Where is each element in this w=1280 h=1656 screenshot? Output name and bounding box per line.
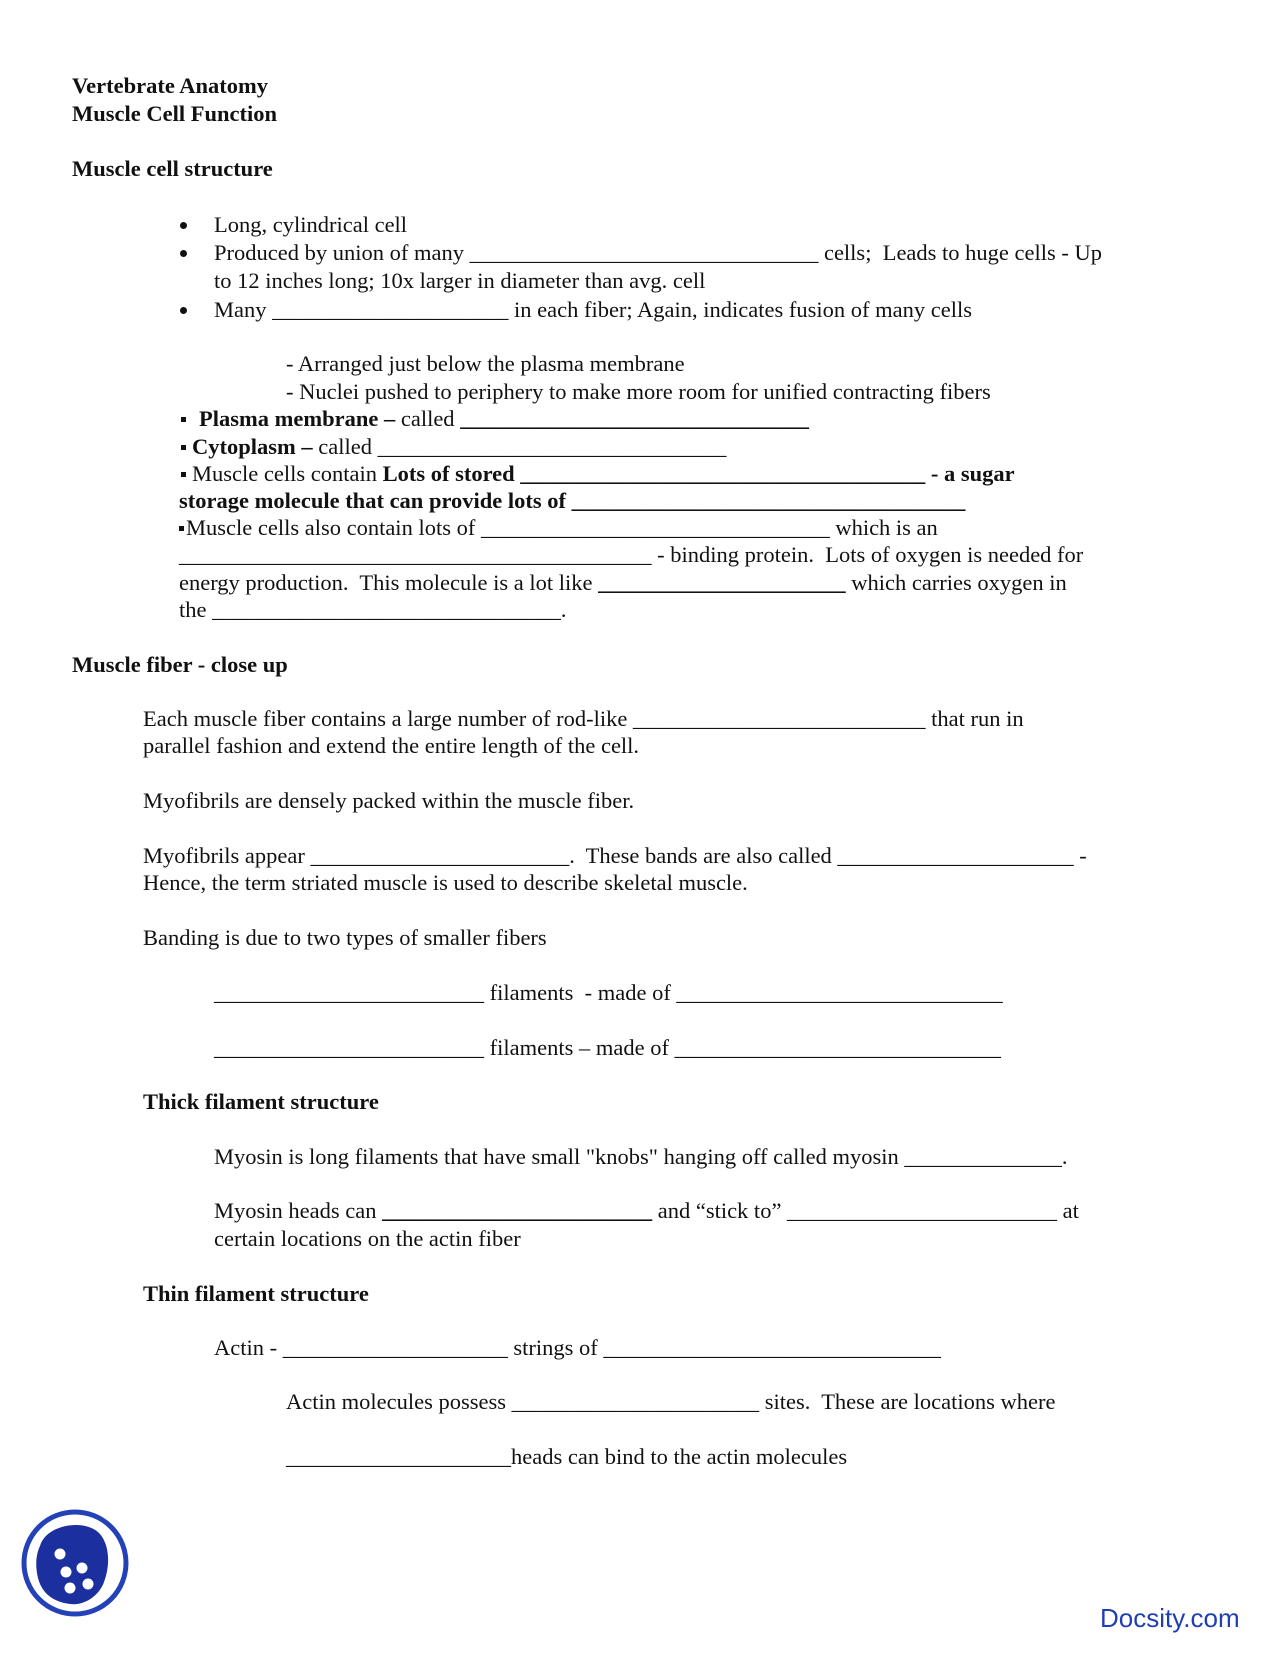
filament-line-2: ________________________ filaments – made of _____________________________	[214, 1035, 1001, 1060]
bullet-text-2: Produced by union of many _______________________________ cells; Leads to huge cells - Up	[214, 240, 1103, 265]
square-bullet-icon	[181, 417, 186, 422]
section-heading-thin-filament: Thin filament structure	[143, 1281, 369, 1306]
myosin-knobs-paragraph: Myosin is long filaments that have small "knobs" hanging off called myosin ______________.	[214, 1144, 1068, 1169]
square-bullet-icon	[181, 472, 186, 477]
myoglobin-line-3-blank: ______________________	[598, 570, 846, 595]
stored-glycogen-line	[192, 460, 1015, 488]
myosin-heads-line-1	[214, 1197, 1079, 1225]
striation-paragraph-line-2: Hence, the term striated muscle is used to describe skeletal muscle.	[143, 870, 748, 895]
course-title: Vertebrate Anatomy	[72, 73, 268, 98]
document-title: Muscle Cell Function	[72, 101, 277, 126]
actin-sites-paragraph: Actin molecules possess ______________________ sites. These are locations where	[286, 1389, 1056, 1414]
myoglobin-line-1: Muscle cells also contain lots of _______________________________ which is an	[186, 515, 938, 540]
docsity-brand-link[interactable]: Docsity.com	[1100, 1603, 1240, 1633]
bullet-dot-icon	[180, 222, 187, 229]
myosin-heads-end: and “stick to” ________________________ at	[652, 1198, 1079, 1223]
bullet-dot-icon	[180, 307, 187, 314]
plasma-membrane-label: Plasma membrane –	[199, 406, 401, 431]
plasma-membrane-text: called	[400, 406, 461, 431]
myosin-heads-text: Myosin heads can	[214, 1198, 383, 1223]
plasma-membrane-blank: _______________________________	[460, 406, 809, 431]
bullet-text-3: Many _____________________ in each fiber; Again, indicates fusion of many cells	[214, 297, 972, 322]
myoglobin-line-4: the _______________________________.	[179, 597, 567, 622]
cytoplasm-line	[192, 433, 726, 461]
stored-text: Muscle cells contain	[192, 461, 383, 486]
cytoplasm-label: Cytoplasm –	[192, 434, 319, 459]
myosin-heads-line-2: certain locations on the actin fiber	[214, 1226, 521, 1251]
myofibril-density-paragraph: Myofibrils are densely packed within the muscle fiber.	[143, 788, 635, 813]
striation-paragraph-line-1: Myofibrils appear _______________________. These bands are also called _____________________ -	[143, 843, 1087, 868]
bullet-dot-icon	[180, 250, 187, 257]
stored-glycogen-line-2: storage molecule that can provide lots of ___________________________________	[179, 488, 966, 513]
myofibril-paragraph-line-1: Each muscle fiber contains a large number of rod-like __________________________ that run in	[143, 706, 1024, 731]
sub-note-1: - Arranged just below the plasma membrane	[286, 351, 685, 376]
bullet-text-1: Long, cylindrical cell	[214, 212, 408, 237]
myoglobin-line-3-end: which carries oxygen in	[845, 570, 1067, 595]
square-bullet-icon	[179, 526, 184, 531]
cytoplasm-text: called _______________________________	[318, 434, 727, 459]
myoglobin-line-3-text: energy production. This molecule is a lot like	[179, 570, 599, 595]
actin-paragraph: Actin - ____________________ strings of ______________________________	[214, 1335, 941, 1360]
plasma-membrane-line	[199, 405, 809, 433]
myofibril-paragraph-line-2: parallel fashion and extend the entire length of the cell.	[143, 733, 640, 758]
section-heading-muscle-fiber: Muscle fiber - close up	[72, 652, 288, 677]
stored-bold-text: Lots of stored ____________________________________ - a sugar	[382, 461, 1015, 486]
filament-line-1: ________________________ filaments - made of _____________________________	[214, 980, 1003, 1005]
bullet-text-2-cont: to 12 inches long; 10x larger in diameter than avg. cell	[214, 268, 706, 293]
docsity-logo-icon	[20, 1508, 130, 1618]
sub-note-2: - Nuclei pushed to periphery to make more room for unified contracting fibers	[286, 379, 991, 404]
heads-bind-paragraph: ____________________heads can bind to the actin molecules	[286, 1444, 848, 1469]
banding-paragraph: Banding is due to two types of smaller fibers	[143, 925, 547, 950]
section-heading-thick-filament: Thick filament structure	[143, 1089, 379, 1114]
myoglobin-line-3	[179, 569, 1067, 597]
section-heading-muscle-cell-structure: Muscle cell structure	[72, 156, 273, 181]
myoglobin-line-2: __________________________________________ - binding protein. Lots of oxygen is needed for	[179, 542, 1084, 567]
myosin-heads-blank: ________________________	[382, 1198, 653, 1223]
square-bullet-icon	[181, 445, 186, 450]
